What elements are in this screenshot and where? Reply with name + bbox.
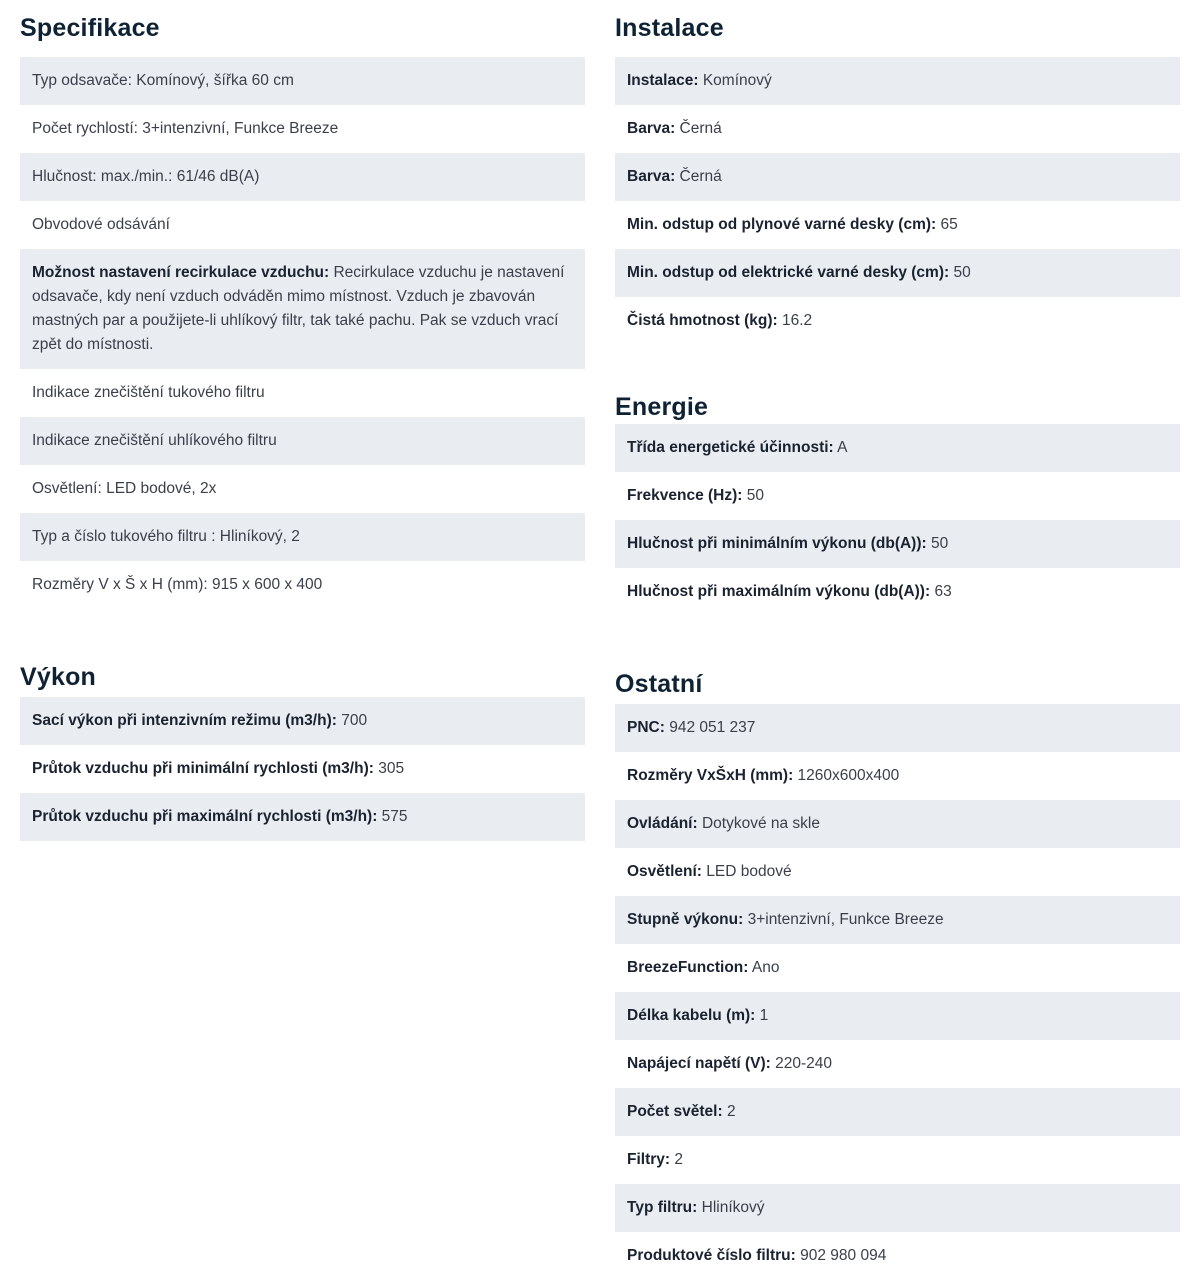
spec-label: Hlučnost při maximálním výkonu (db(A)): bbox=[627, 583, 931, 600]
spec-label: Typ filtru: bbox=[627, 1199, 698, 1216]
spec-row bbox=[20, 369, 585, 417]
spec-row bbox=[615, 1040, 1180, 1088]
spec-label: PNC: bbox=[627, 719, 665, 736]
spec-row bbox=[615, 1232, 1180, 1280]
section-title-ostatni: Ostatní bbox=[615, 670, 703, 698]
spec-value: 942 051 237 bbox=[664, 719, 756, 736]
spec-label: Barva: bbox=[627, 120, 676, 137]
spec-value: 220-240 bbox=[770, 1055, 833, 1072]
spec-label: Délka kabelu (m): bbox=[627, 1007, 756, 1024]
spec-row bbox=[20, 793, 585, 841]
spec-row bbox=[615, 424, 1180, 472]
spec-value: Hlučnost: max./min.: 61/46 dB(A) bbox=[32, 168, 260, 185]
spec-label: Instalace: bbox=[627, 72, 699, 89]
spec-row bbox=[615, 201, 1180, 249]
section-title-vykon: Výkon bbox=[20, 663, 97, 691]
spec-row bbox=[615, 1136, 1180, 1184]
spec-row bbox=[20, 745, 585, 793]
spec-value: 63 bbox=[930, 583, 952, 600]
spec-label: Napájecí napětí (V): bbox=[627, 1055, 771, 1072]
spec-value: Recirkulace vzduchu je nastavení odsavače, kdy není vzduch odváděn mimo místnost. Vzduch je zbavován mastných par a použijete-li uhlíkový filtr, tak také pachu. Pak se vzduch vrací zpět do místnosti. bbox=[32, 264, 565, 353]
spec-row bbox=[615, 472, 1180, 520]
spec-row bbox=[615, 848, 1180, 896]
spec-value: Rozměry V x Š x H (mm): 915 x 600 x 400 bbox=[32, 576, 323, 593]
spec-value: 65 bbox=[936, 216, 958, 233]
spec-row bbox=[20, 465, 585, 513]
spec-label: Stupně výkonu: bbox=[627, 911, 744, 928]
spec-value: Indikace znečištění tukového filtru bbox=[32, 384, 265, 401]
spec-rows bbox=[20, 57, 585, 609]
spec-row bbox=[615, 249, 1180, 297]
spec-value: Indikace znečištění uhlíkového filtru bbox=[32, 432, 277, 449]
spec-rows bbox=[615, 424, 1180, 616]
spec-row bbox=[615, 944, 1180, 992]
spec-label: BreezeFunction: bbox=[627, 959, 749, 976]
spec-value: Komínový bbox=[698, 72, 772, 89]
spec-label: Ovládání: bbox=[627, 815, 698, 832]
spec-row bbox=[615, 105, 1180, 153]
spec-value: Ano bbox=[748, 959, 780, 976]
spec-value: Černá bbox=[675, 168, 722, 185]
spec-row bbox=[615, 1088, 1180, 1136]
spec-value: 1 bbox=[755, 1007, 769, 1024]
section-vykon bbox=[20, 657, 585, 841]
left-column bbox=[20, 0, 585, 841]
spec-row bbox=[615, 896, 1180, 944]
spec-label: Frekvence (Hz): bbox=[627, 487, 743, 504]
spec-row bbox=[20, 417, 585, 465]
spec-label: Min. odstup od plynové varné desky (cm): bbox=[627, 216, 937, 233]
spec-value: 3+intenzivní, Funkce Breeze bbox=[743, 911, 944, 928]
spec-rows bbox=[615, 704, 1180, 1280]
spec-row bbox=[615, 752, 1180, 800]
section-ostatni bbox=[615, 664, 1180, 1280]
spec-label: Počet světel: bbox=[627, 1103, 723, 1120]
spec-label: Průtok vzduchu při maximální rychlosti (m3/h): bbox=[32, 808, 378, 825]
section-title-energie: Energie bbox=[615, 393, 709, 421]
spec-row bbox=[615, 57, 1180, 105]
spec-rows bbox=[20, 697, 585, 841]
section-energie bbox=[615, 390, 1180, 616]
spec-rows bbox=[615, 57, 1180, 345]
spec-label: Třída energetické účinnosti: bbox=[627, 439, 834, 456]
spec-row bbox=[615, 568, 1180, 616]
spec-row bbox=[20, 153, 585, 201]
spec-value: 16.2 bbox=[777, 312, 813, 329]
spec-value: LED bodové bbox=[701, 863, 792, 880]
spec-label: Osvětlení: bbox=[627, 863, 702, 880]
spec-label: Produktové číslo filtru: bbox=[627, 1247, 796, 1264]
spec-row bbox=[615, 1184, 1180, 1232]
spec-value: 305 bbox=[373, 760, 405, 777]
spec-row bbox=[20, 697, 585, 745]
spec-row bbox=[615, 992, 1180, 1040]
spec-value: 50 bbox=[949, 264, 971, 281]
spec-row bbox=[615, 153, 1180, 201]
spec-value: A bbox=[833, 439, 848, 456]
section-instalace bbox=[615, 0, 1180, 345]
spec-value: 2 bbox=[670, 1151, 683, 1168]
section-title-instalace: Instalace bbox=[615, 14, 724, 42]
spec-row bbox=[20, 561, 585, 609]
spec-value: Dotykové na skle bbox=[697, 815, 820, 832]
spec-value: 700 bbox=[336, 712, 368, 729]
section-title-specifikace: Specifikace bbox=[20, 14, 160, 42]
spec-value: Osvětlení: LED bodové, 2x bbox=[32, 480, 217, 497]
spec-value: Typ odsavače: Komínový, šířka 60 cm bbox=[32, 72, 294, 89]
spec-value: 50 bbox=[742, 487, 764, 504]
spec-row bbox=[20, 249, 585, 369]
spec-label: Čistá hmotnost (kg): bbox=[627, 312, 778, 329]
right-column bbox=[615, 0, 1180, 1280]
spec-label: Min. odstup od elektrické varné desky (cm): bbox=[627, 264, 950, 281]
spec-row bbox=[615, 520, 1180, 568]
spec-label: Filtry: bbox=[627, 1151, 671, 1168]
spec-row bbox=[20, 513, 585, 561]
spec-row bbox=[20, 201, 585, 249]
spec-value: Černá bbox=[675, 120, 722, 137]
spec-row bbox=[615, 297, 1180, 345]
spec-label: Průtok vzduchu při minimální rychlosti (m3/h): bbox=[32, 760, 374, 777]
spec-row bbox=[615, 800, 1180, 848]
spec-label: Sací výkon při intenzivním režimu (m3/h): bbox=[32, 712, 337, 729]
spec-row bbox=[615, 704, 1180, 752]
spec-label: Možnost nastavení recirkulace vzduchu: bbox=[32, 264, 330, 281]
spec-value: 2 bbox=[722, 1103, 736, 1120]
spec-label: Rozměry VxŠxH (mm): bbox=[627, 767, 794, 784]
spec-value: 1260x600x400 bbox=[793, 767, 900, 784]
spec-value: 50 bbox=[926, 535, 949, 552]
spec-label: Barva: bbox=[627, 168, 676, 185]
spec-row bbox=[20, 105, 585, 153]
spec-value: Typ a číslo tukového filtru : Hliníkový, 2 bbox=[32, 528, 300, 545]
section-specifikace bbox=[20, 0, 585, 609]
spec-value: Počet rychlostí: 3+intenzivní, Funkce Breeze bbox=[32, 120, 339, 137]
spec-value: 575 bbox=[377, 808, 408, 825]
spec-value: Obvodové odsávání bbox=[32, 216, 170, 233]
spec-value: Hliníkový bbox=[697, 1199, 765, 1216]
spec-value: 902 980 094 bbox=[795, 1247, 887, 1264]
spec-label: Hlučnost při minimálním výkonu (db(A)): bbox=[627, 535, 927, 552]
spec-row bbox=[20, 57, 585, 105]
